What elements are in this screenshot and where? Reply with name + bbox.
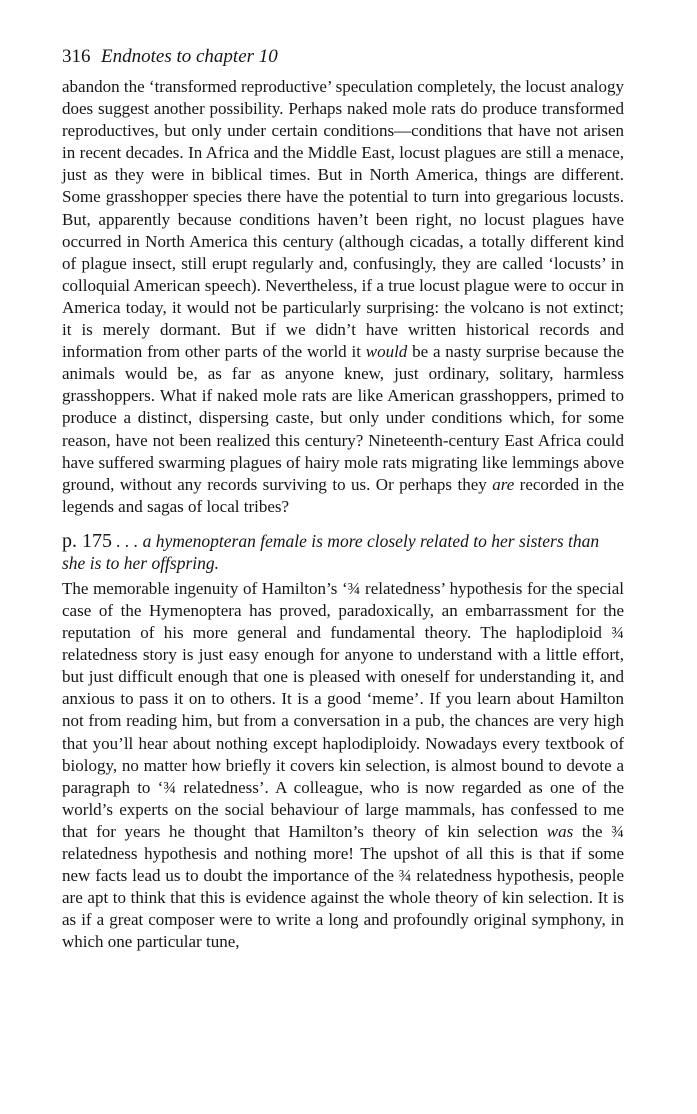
paragraph-text: the ¾ relatedness hypothesis and nothing more! The upshot of all this is that if some new facts lead us to doubt the importance of the ¾ relatedness hypothesis, people are apt to think that this is evidence against the whole theory of kin selection. It is as if a great composer were to write a long and profoundly original symphony, in which one particular tune,: [62, 821, 624, 952]
paragraph-text: abandon the ‘transformed reproductive’ speculation completely, the locust analogy does suggest another possibility. Perhaps naked mole rats do produce transformed reproductives, but only under certain conditions—conditions that have not arisen in recent decades. In Africa and the Middle East, locust plagues are still a menace, just as they were in biblical times. But in North America, things are different. Some grasshopper species there have the potential to turn into gregarious locusts. But, apparently because conditions haven’t been right, no locust plagues have occurred in North America this century (although cicadas, a totally different kind of plague insect, still erupt regularly and, confusingly, they are called ‘locusts’ in colloquial American speech). Nevertheless, if a true locust plague were to occur in America today, it would not be particularly surprising: the volcano is not extinct; it is merely dormant. But if we didn’t have written historical records and information from other parts of the world it: [62, 77, 624, 362]
running-title: Endnotes to chapter 10: [101, 46, 278, 67]
paragraph-text: recorded in the legends and sagas of local tribes?: [62, 474, 624, 516]
emphasis-word: would: [365, 342, 408, 362]
paragraph-text: The memorable ingenuity of Hamilton’s ‘¾ relatedness’ hypothesis for the special case of the Hymenoptera has proved, paradoxically, an embarrassment for the reputation of his more general and fundamental theory. The haplodiploid ¾ relatedness story is just easy enough for anyone to understand with a little effort, but just difficult enough that one is pleased with oneself for understanding it, and anxious to pass it on to others. It is a good ‘meme’. If you learn about Hamilton not from reading him, but from a conversation in a pub, the chances are very high that you’ll hear about nothing except haplodiploidy. Nowadays every textbook of biology, no matter how briefly it covers kin selection, is almost bound to devote a paragraph to ‘¾ relatedness’. A colleague, who is now regarded as one of the world’s experts on the social behaviour of large mammals, has confessed to me that for years he thought that Hamilton’s theory of kin selection: [62, 578, 624, 841]
book-page: [62, 44, 624, 953]
endnote-heading: [62, 530, 624, 574]
emphasis-word: was: [546, 821, 574, 841]
paragraph-text: be a nasty surprise because the animals would be, as far as anyone knew, just ordinary, solitary, harmless grasshoppers. What if naked mole rats are like American grasshoppers, primed to produce a distinct, dispersing caste, but only under conditions which, for some reason, have not been realized this century? Nineteenth-century East Africa could have suffered swarming plagues of hairy mole rats migrating like lemmings above ground, without any records surviving to us. Or perhaps they: [62, 342, 624, 494]
paragraph-relatedness: [62, 578, 624, 954]
quoted-passage: . . . a hymenopteran female is more closely related to her sisters than she is to her offspring.: [62, 530, 600, 573]
emphasis-word: are: [492, 474, 515, 494]
page-number: 316: [62, 46, 91, 67]
running-header: [62, 44, 624, 70]
page-reference: p. 175: [62, 529, 112, 552]
paragraph-locust-analogy: [62, 76, 624, 518]
